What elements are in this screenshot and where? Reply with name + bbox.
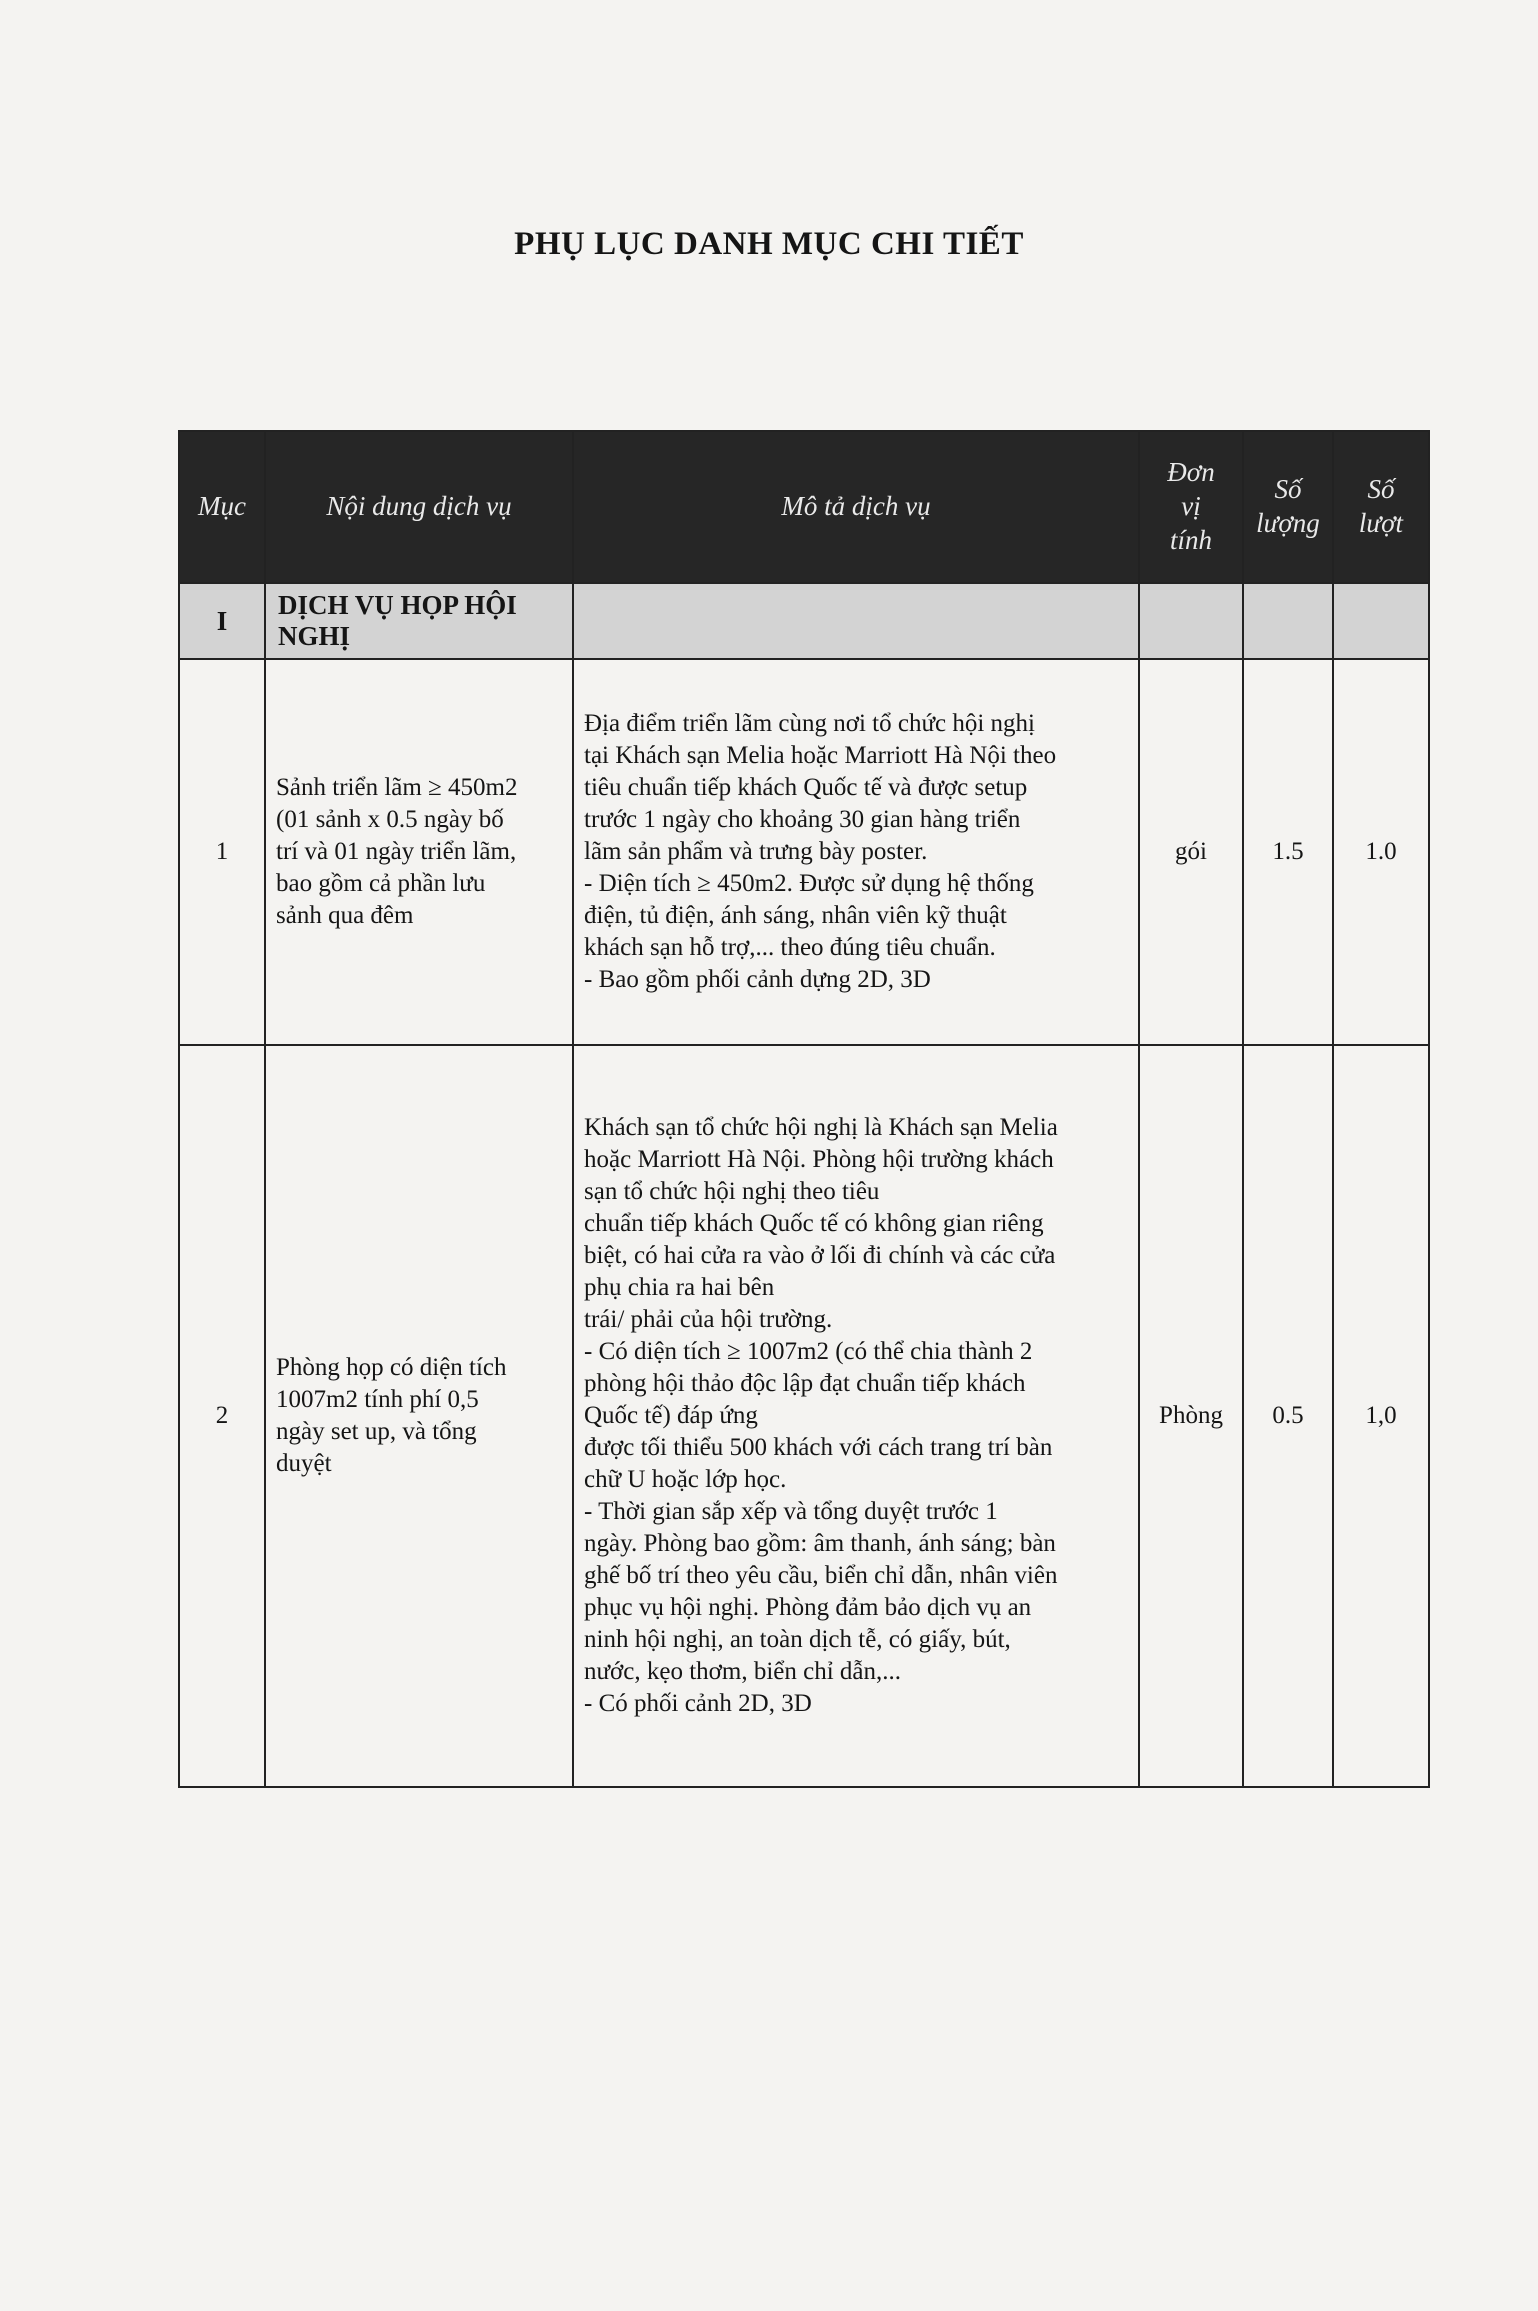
row-number: 1 — [179, 659, 265, 1045]
unit-cell: gói — [1139, 659, 1243, 1045]
section-row — [179, 583, 1429, 659]
table-header-row — [179, 431, 1429, 583]
text-line: biệt, có hai cửa ra vào ở lối đi chính và các cửa — [584, 1242, 1056, 1269]
header-line: Đơn — [1167, 457, 1215, 488]
text-line: (01 sảnh x 0.5 ngày bố — [276, 806, 504, 833]
text-line: - Có diện tích ≥ 1007m2 (có thể chia thành 2 — [584, 1338, 1033, 1365]
service-description — [573, 659, 1139, 1045]
text-line: - Thời gian sắp xếp và tổng duyệt trước 1 — [584, 1498, 998, 1525]
section-title: DỊCH VỤ HỌP HỘI NGHỊ — [265, 583, 573, 659]
text-line: - Diện tích ≥ 450m2. Được sử dụng hệ thống — [584, 870, 1034, 897]
text-line: ninh hội nghị, an toàn dịch tễ, có giấy, bút, — [584, 1626, 1011, 1653]
text-line: chuẩn tiếp khách Quốc tế có không gian riêng — [584, 1210, 1044, 1237]
table-row — [179, 659, 1429, 1045]
text-line: hoặc Marriott Hà Nội. Phòng hội trường khách — [584, 1146, 1054, 1173]
header-don-vi-tinh — [1139, 431, 1243, 583]
table-row — [179, 1045, 1429, 1787]
row-number: 2 — [179, 1045, 265, 1787]
text-line: sạn tổ chức hội nghị theo tiêu — [584, 1178, 880, 1205]
unit-cell: Phòng — [1139, 1045, 1243, 1787]
page-title: PHỤ LỤC DANH MỤC CHI TIẾT — [514, 226, 1024, 262]
header-so-luong — [1243, 431, 1333, 583]
text-line: trái/ phải của hội trường. — [584, 1306, 833, 1333]
text-line: ngày. Phòng bao gồm: âm thanh, ánh sáng; bàn — [584, 1530, 1056, 1557]
quantity-cell: 0.5 — [1243, 1045, 1333, 1787]
service-name — [265, 1045, 573, 1787]
quantity-cell: 1.5 — [1243, 659, 1333, 1045]
text-line: trí và 01 ngày triển lãm, — [276, 838, 517, 865]
header-noi-dung: Nội dung dịch vụ — [265, 431, 573, 583]
service-catalog-table — [178, 430, 1430, 1788]
header-muc: Mục — [179, 431, 265, 583]
turns-cell: 1.0 — [1333, 659, 1429, 1045]
text-line: duyệt — [276, 1450, 332, 1477]
header-line: lượng — [1256, 508, 1320, 538]
text-line: lãm sản phẩm và trưng bày poster. — [584, 838, 928, 865]
text-line: tại Khách sạn Melia hoặc Marriott Hà Nội theo — [584, 742, 1057, 769]
text-line: nước, kẹo thơm, biển chỉ dẫn,... — [584, 1658, 902, 1685]
text-line: ghế bố trí theo yêu cầu, biển chỉ dẫn, nhân viên — [584, 1562, 1058, 1589]
text-line: ngày set up, và tổng — [276, 1418, 477, 1445]
text-line: Sảnh triển lãm ≥ 450m2 — [276, 774, 518, 801]
text-line: Phòng họp có diện tích — [276, 1354, 507, 1381]
header-line: lượt — [1358, 508, 1404, 538]
text-line: phụ chia ra hai bên — [584, 1274, 775, 1301]
text-line: phục vụ hội nghị. Phòng đảm bảo dịch vụ an — [584, 1594, 1032, 1621]
text-line: Địa điểm triển lãm cùng nơi tổ chức hội nghị — [584, 710, 1035, 737]
turns-cell: 1,0 — [1333, 1045, 1429, 1787]
header-line: tính — [1169, 524, 1212, 555]
text-line: 1007m2 tính phí 0,5 — [276, 1386, 479, 1413]
header-line: vị — [1181, 491, 1201, 522]
text-line: phòng hội thảo độc lập đạt chuẩn tiếp khách — [584, 1370, 1026, 1397]
section-number: I — [179, 583, 265, 659]
text-line: bao gồm cả phần lưu — [276, 870, 486, 897]
text-line: được tối thiểu 500 khách với cách trang trí bàn — [584, 1434, 1053, 1461]
text-line: trước 1 ngày cho khoảng 30 gian hàng triển — [584, 806, 1021, 833]
service-name — [265, 659, 573, 1045]
text-line: Khách sạn tổ chức hội nghị là Khách sạn Melia — [584, 1114, 1058, 1141]
text-line: Quốc tế) đáp ứng — [584, 1402, 758, 1429]
text-line: chữ U hoặc lớp học. — [584, 1466, 787, 1493]
text-line: sảnh qua đêm — [276, 902, 414, 929]
text-line: - Có phối cảnh 2D, 3D — [584, 1690, 812, 1717]
empty-cell — [1333, 583, 1429, 659]
text-line: - Bao gồm phối cảnh dựng 2D, 3D — [584, 966, 931, 993]
header-line: Số — [1367, 474, 1395, 505]
empty-cell — [1243, 583, 1333, 659]
text-line: khách sạn hỗ trợ,... theo đúng tiêu chuẩn. — [584, 934, 996, 961]
header-mo-ta: Mô tả dịch vụ — [573, 431, 1139, 583]
text-line: tiêu chuẩn tiếp khách Quốc tế và được setup — [584, 774, 1028, 801]
empty-cell — [1139, 583, 1243, 659]
empty-cell — [573, 583, 1139, 659]
header-line: Số — [1274, 474, 1302, 505]
header-so-luot — [1333, 431, 1429, 583]
text-line: điện, tủ điện, ánh sáng, nhân viên kỹ thuật — [584, 902, 1007, 929]
service-description — [573, 1045, 1139, 1787]
